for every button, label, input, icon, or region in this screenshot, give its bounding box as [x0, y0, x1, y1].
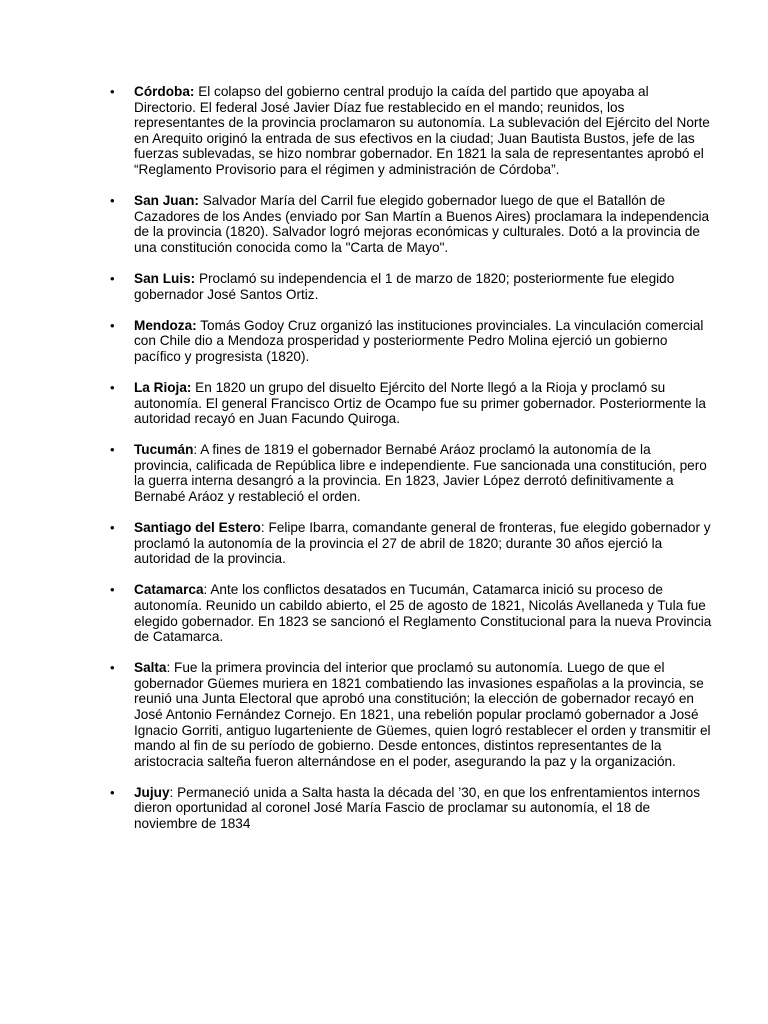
list-item-san-luis — [0, 271, 768, 302]
bullet-icon: • — [110, 582, 115, 598]
bullet-icon: • — [110, 317, 115, 333]
list-item-la-rioja — [0, 380, 768, 427]
province-description: : A fines de 1819 el gobernador Bernabé Aráoz proclamó la autonomía de la provincia, calificada de República libre e independiente. Fue sancionada una constitución, pero la guerra interna desangró a la provincia. En 1823, Javier López derrotó definitivamente a Bernabé Aráoz y restableció el orden. — [134, 442, 707, 504]
province-description: : Ante los conflictos desatados en Tucumán, Catamarca inició su proceso de autonomía. Reunido un cabildo abierto, el 25 de agosto de 1821, Nicolás Avellaneda y Tula fue elegido gobernador. En 1823 se sancionó el Reglamento Constitucional para la nueva Provincia de Catamarca. — [134, 582, 712, 645]
bullet-icon: • — [110, 193, 115, 209]
province-name: San Juan: — [134, 193, 199, 209]
province-name: Santiago del Estero — [134, 520, 261, 536]
province-list — [0, 84, 768, 832]
province-description: : Permaneció unida a Salta hasta la década del ’30, en que los enfrentamientos internos dieron oportunidad al coronel José María Fascio de proclamar su autonomía, el 18 de noviembre de 1834 — [134, 784, 701, 832]
list-item-salta — [0, 660, 768, 769]
province-description: : Felipe Ibarra, comandante general de fronteras, fue elegido gobernador y proclamó la autonomía de la provincia el 27 de abril de 1820; durante 30 años ejerció la autoridad de la provincia. — [134, 520, 711, 567]
bullet-icon: • — [110, 84, 115, 99]
document-page — [0, 84, 768, 847]
bullet-icon: • — [110, 379, 115, 395]
province-description: Tomás Godoy Cruz organizó las instituciones provinciales. La vinculación comercial con Chile dio a Mendoza prosperidad y posteriormente Pedro Molina ejerció un gobierno pacífico y progresista (1820). — [134, 317, 704, 364]
bullet-icon: • — [110, 442, 115, 458]
bullet-icon: • — [110, 784, 115, 800]
list-item-tucuman — [0, 442, 768, 504]
bullet-icon: • — [110, 270, 115, 286]
province-description: Salvador María del Carril fue elegido gobernador luego de que el Batallón de Cazadores de los Andes (enviado por San Martín a Buenos Aires) proclamara la independencia de la provincia (1820). Salvador logró mejoras económicas y culturales. Dotó a la provincia de una constitución conocida como la "Carta de Mayo". — [134, 193, 710, 255]
province-name: San Luis: — [134, 270, 196, 286]
list-item-mendoza — [0, 318, 768, 365]
bullet-icon: • — [110, 660, 115, 676]
province-name: Salta — [134, 660, 167, 676]
province-name: Córdoba: — [134, 84, 195, 99]
list-item-jujuy — [0, 785, 768, 832]
list-item-cordoba — [0, 84, 768, 178]
bullet-icon: • — [110, 520, 115, 536]
province-name: Mendoza: — [134, 317, 197, 333]
province-name: Catamarca — [134, 582, 204, 598]
list-item-san-juan — [0, 193, 768, 255]
province-description: En 1820 un grupo del disuelto Ejército del Norte llegó a la Rioja y proclamó su autonomía. El general Francisco Ortiz de Ocampo fue su primer gobernador. Posteriormente la autoridad recayó en Juan Facundo Quiroga. — [134, 379, 706, 427]
province-name: Jujuy — [134, 784, 170, 800]
list-item-santiago-del-estero — [0, 520, 768, 567]
province-description: Proclamó su independencia el 1 de marzo de 1820; posteriormente fue elegido gobernador José Santos Ortiz. — [134, 270, 675, 302]
province-name: Tucumán — [134, 442, 194, 458]
province-description: El colapso del gobierno central produjo la caída del partido que apoyaba al Directorio. El federal José Javier Díaz fue restablecido en el mando; reunidos, los representantes de la provincia proclamaron su autonomía. La sublevación del Ejército del Norte en Arequito originó la entrada de sus efectivos en la ciudad; Juan Bautista Bustos, jefe de las fuerzas sublevadas, se hizo nombrar gobernador. En 1821 la sala de representantes aprobó el “Reglamento Provisorio para el régimen y administración de Córdoba”. — [134, 84, 710, 177]
province-name: La Rioja: — [134, 379, 192, 395]
list-item-catamarca — [0, 582, 768, 644]
province-description: : Fue la primera provincia del interior que proclamó su autonomía. Luego de que el gobernador Güemes muriera en 1821 combatiendo las invasiones españolas a la provincia, se reunió una Junta Electoral que aprobó una constitución; la elección de gobernador recayó en José Antonio Fernández Cornejo. En 1821, una rebelión popular proclamó gobernador a José Ignacio Gorriti, antiguo lugarteniente de Güemes, quien logró restablecer el orden y transmitir el mando al fin de su período de gobierno. Desde entonces, distintos representantes de la aristocracia salteña fueron alternándose en el poder, asegurando la paz y la organización. — [134, 660, 711, 769]
